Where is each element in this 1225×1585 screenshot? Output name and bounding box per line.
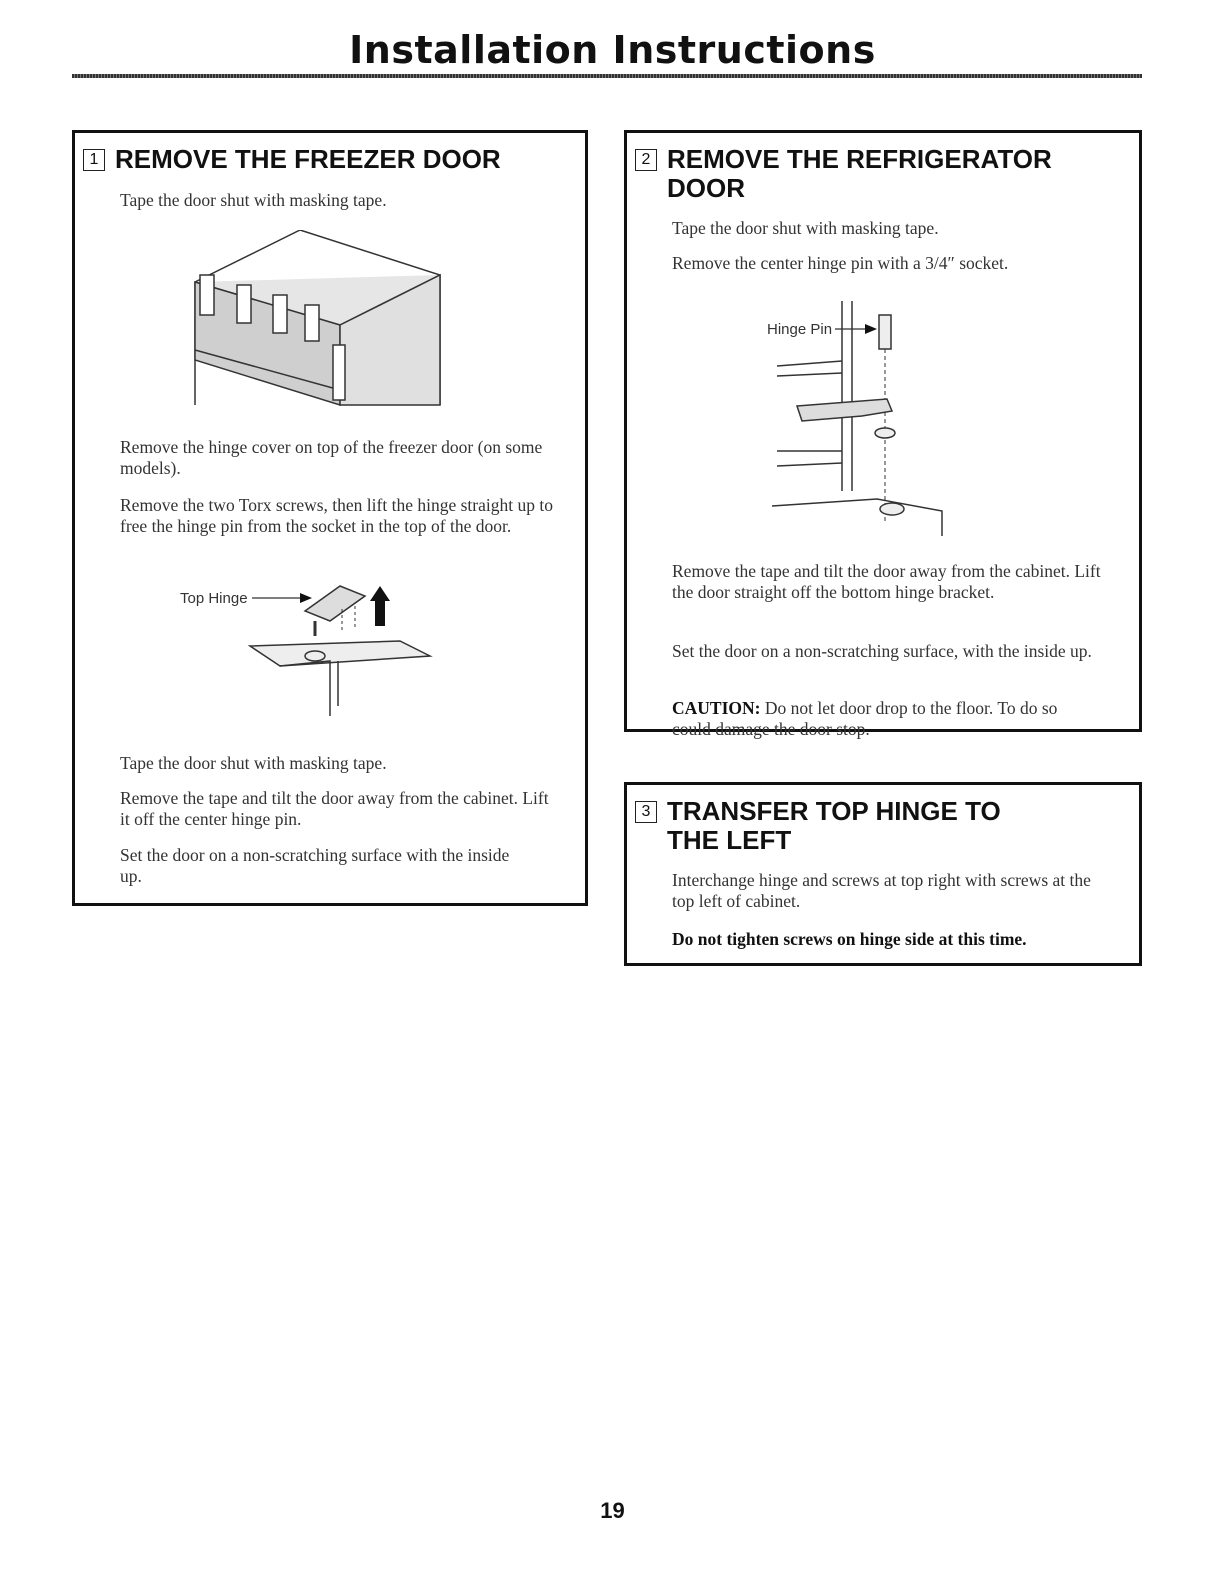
caution-text (672, 698, 1092, 740)
instruction-text: Tape the door shut with masking tape. (120, 753, 387, 773)
section-title: REMOVE THE REFRIGERATOR DOOR (667, 144, 1052, 203)
section-header (83, 145, 501, 174)
section-transfer-top-hinge (624, 782, 1142, 966)
section-remove-refrigerator-door (624, 130, 1142, 739)
center-hinge-pin-illustration (767, 291, 957, 541)
instruction-text: Tape the door shut with masking tape. (120, 190, 387, 210)
hinge-pin-label: Hinge Pin (767, 321, 833, 338)
instruction-text: Tape the door shut with masking tape. (672, 218, 939, 238)
title-rule (72, 74, 1142, 78)
instruction-text: Remove the two Torx screws, then lift the hinge straight up to free the hinge pin from the socket in the top of the door. (120, 495, 553, 536)
freezer-door-tape-illustration (185, 230, 445, 410)
section-title: TRANSFER TOP HINGE TO THE LEFT (667, 796, 1001, 855)
page-number: 19 (600, 1498, 625, 1523)
instruction-text: Set the door on a non-scratching surface with the inside up. (120, 845, 510, 886)
warning-text: Do not tighten screws on hinge side at this time. (672, 929, 1027, 949)
page-title: Installation Instructions (349, 28, 876, 72)
instruction-text: Interchange hinge and screws at top right with screws at the top left of cabinet. (672, 870, 1091, 911)
section-header (635, 797, 1047, 855)
step-number: 2 (635, 149, 657, 171)
caution-label: CAUTION: (672, 698, 761, 718)
step-number: 3 (635, 801, 657, 823)
top-hinge-label: Top Hinge (180, 590, 248, 607)
instruction-text: Remove the center hinge pin with a 3/4″ socket. (672, 253, 1009, 273)
instruction-text: Remove the tape and tilt the door away from the cabinet. Lift it off the center hinge pin. (120, 788, 549, 829)
caution-body: Do not let door drop to the floor. To do so could damage the door stop. (672, 698, 1058, 739)
instruction-text: Set the door on a non-scratching surface, with the inside up. (672, 641, 1092, 661)
top-hinge-illustration (180, 581, 440, 721)
instruction-text: Remove the tape and tilt the door away from the cabinet. Lift the door straight off the bottom hinge bracket. (672, 561, 1101, 602)
section-remove-freezer-door (72, 130, 588, 906)
step-number: 1 (83, 149, 105, 171)
instruction-text: Remove the hinge cover on top of the freezer door (on some models). (120, 437, 543, 478)
section-header (635, 145, 1097, 203)
section-title: REMOVE THE FREEZER DOOR (115, 144, 501, 174)
